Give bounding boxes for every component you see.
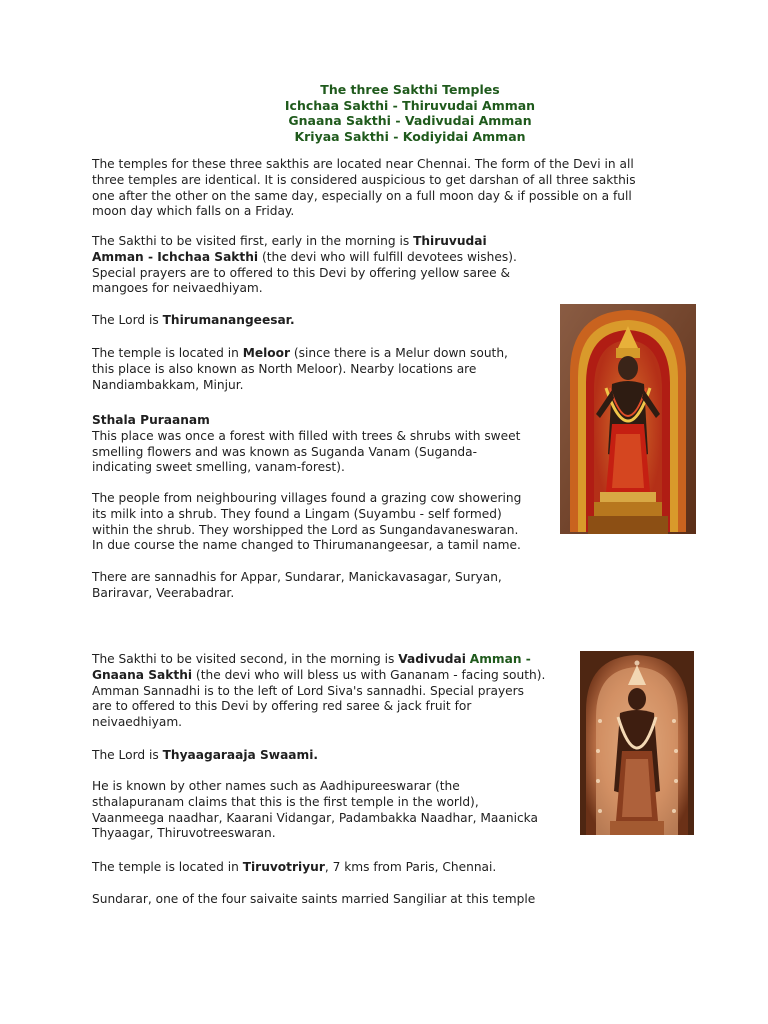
text: The temple is located in [92, 346, 243, 360]
place-name: Tiruvotriyur [242, 860, 325, 874]
document-title: The three Sakthi Temples [320, 82, 500, 97]
deity-name: Amman - Ichchaa Sakthi [92, 249, 259, 264]
intro-line: three temples are identical. It is considered auspicious to get darshan of all three sakthis [92, 172, 636, 187]
deity-name: Vadivudai [398, 652, 466, 666]
place-name: Meloor [242, 346, 291, 360]
thiruvudai-amman-image [560, 304, 696, 534]
text: (since there is a Melur down south, [290, 346, 508, 360]
deity-name: Amman - [469, 652, 531, 666]
text: Sundarar, one of the four saivaite saints married Sangiliar at this temple [92, 892, 536, 906]
sakthi-first-paragraph [92, 234, 517, 297]
people-paragraph [92, 491, 521, 554]
text: The Sakthi to be visited first, early in the morning is [92, 234, 414, 248]
text: This place was once a forest with filled with trees & shrubs with sweet [92, 428, 521, 443]
section-heading: Sthala Puraanam [92, 413, 210, 427]
deity-illustration [560, 304, 696, 534]
text: Thyaagar, Thiruvotreeswaran. [92, 826, 276, 841]
lord-name: Thirumanangeesar. [162, 313, 295, 327]
text: There are sannadhis for Appar, Sundarar, Manickavasagar, Suryan, [92, 570, 502, 584]
intro-line: moon day which falls on a Friday. [92, 204, 295, 219]
deity-name: Gnaana Sakthi [92, 667, 193, 682]
lord-first [92, 313, 295, 329]
document-title-block [0, 82, 768, 144]
sannadhis-paragraph [92, 570, 502, 602]
deity-name: Thiruvudai [413, 234, 487, 248]
text: smelling flowers and was known as Suganda Vanam (Suganda- [92, 444, 478, 459]
intro-paragraph [92, 157, 636, 220]
sundarar-paragraph [92, 892, 535, 908]
text: within the shrub. They worshipped the Lord as Sungandavaneswaran. [92, 522, 519, 537]
text: mangoes for neivaedhiyam. [92, 281, 263, 296]
sakthi-second-paragraph [92, 652, 545, 731]
text: In due course the name changed to Thirumanangeesar, a tamil name. [92, 538, 521, 553]
text: indicating sweet smelling, vanam-forest). [92, 460, 345, 475]
text: neivaedhiyam. [92, 715, 183, 730]
text: The temple is located in [92, 860, 243, 874]
sthala-puraanam [92, 413, 520, 476]
text: (the devi who will bless us with Gananam - facing south). [192, 667, 546, 682]
text: sthalapuranam claims that this is the first temple in the world), [92, 794, 479, 809]
text: its milk into a shrub. They found a Lingam (Suyambu - self formed) [92, 506, 502, 521]
text: Nandiambakkam, Minjur. [92, 377, 244, 392]
text: The Lord is [92, 313, 163, 327]
lord-second [92, 748, 318, 764]
lord-name: Thyaagaraaja Swaami. [162, 748, 319, 762]
deity-illustration [580, 651, 694, 835]
text: The people from neighbouring villages found a grazing cow showering [92, 491, 522, 505]
text: Special prayers are to offered to this Devi by offering yellow saree & [92, 265, 511, 280]
text: Vaanmeega naadhar, Kaarani Vidangar, Padambakka Naadhar, Maanicka [92, 810, 538, 825]
subtitle-ichchaa: Ichchaa Sakthi - Thiruvudai Amman [284, 97, 536, 113]
intro-line: one after the other on the same day, especially on a full moon day & if possible on a full [92, 188, 632, 203]
text: The Sakthi to be visited second, in the morning is [92, 652, 399, 666]
intro-line: The temples for these three sakthis are located near Chennai. The form of the Devi in all [92, 157, 634, 171]
vadivudai-amman-image [580, 651, 694, 835]
text: Bariravar, Veerabadrar. [92, 585, 235, 600]
text: The Lord is [92, 748, 163, 762]
text: Amman Sannadhi is to the left of Lord Siva's sannadhi. Special prayers [92, 683, 525, 698]
text: (the devi who will fulfill devotees wishes). [258, 249, 517, 264]
text: He is known by other names such as Aadhipureeswarar (the [92, 779, 460, 793]
text: are to offered to this Devi by offering red saree & jack fruit for [92, 699, 472, 714]
subtitle-kriyaa: Kriyaa Sakthi - Kodiyidai Amman [294, 128, 526, 144]
other-names-paragraph [92, 779, 538, 842]
location-second [92, 860, 496, 876]
location-first [92, 346, 508, 393]
subtitle-gnaana: Gnaana Sakthi - Vadivudai Amman [288, 113, 532, 128]
text: , 7 kms from Paris, Chennai. [324, 860, 497, 874]
text: this place is also known as North Meloor). Nearby locations are [92, 361, 477, 376]
